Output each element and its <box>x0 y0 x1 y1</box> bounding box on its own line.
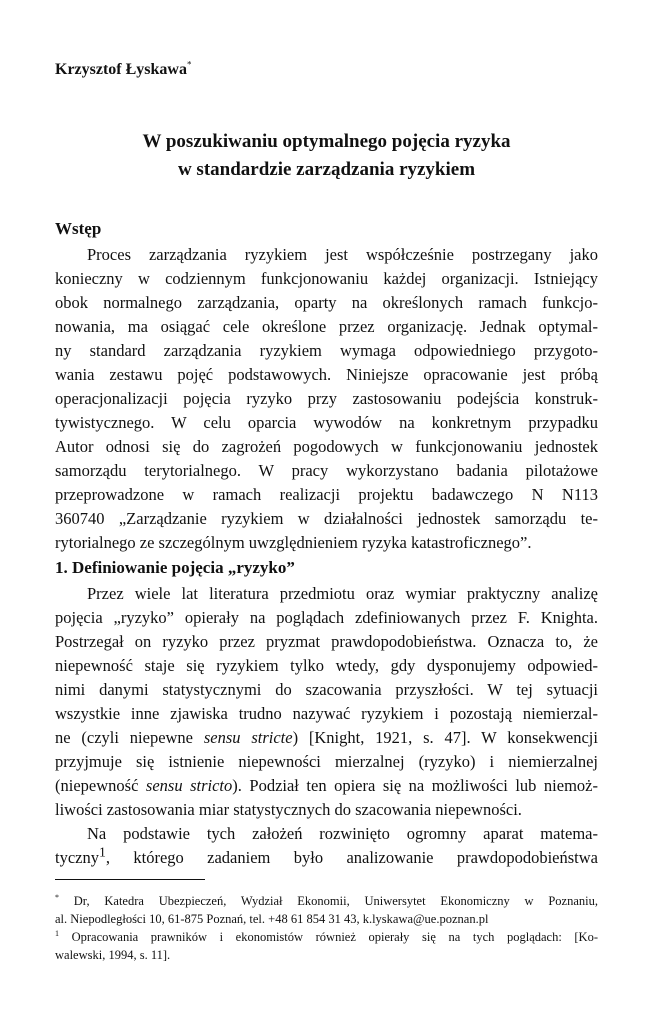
footnote-line: al. Niepodległości 10, 61-875 Poznań, tel. +48 61 854 31 43, k.lyskawa@ue.poznan.pl <box>55 912 489 926</box>
section-1-paragraph-2 <box>55 822 598 870</box>
text-line: Przez wiele lat literatura przedmiotu oraz wymiar praktyczny analizę <box>87 584 598 603</box>
text-line: przyjmuje się istnienie niepewności mierzalnej (ryzyko) i niemierzalnej <box>55 752 598 771</box>
footnote-line: $^1$ Opracowania prawników i ekonomistów również opierały się na tych poglądach: [Ko- <box>55 928 598 944</box>
intro-heading: Wstęp <box>55 219 102 238</box>
footnote-line: * Dr, Katedra Ubezpieczeń, Wydział Ekonomii, Uniwersytet Ekonomiczny w Poznaniu, <box>55 892 598 908</box>
title-line-2: w standardzie zarządzania ryzykiem <box>177 159 476 180</box>
latin-term: sensu stricto <box>145 776 233 795</box>
footnote-author <box>55 892 598 928</box>
text-line: wania zestawu pojęć podstawowych. Niniejsze opracowanie jest próbą <box>55 365 598 384</box>
text-line: konieczny w codziennym funkcjonowaniu każdej organizacji. Istniejący <box>55 269 598 288</box>
author-footnote-mark: * <box>186 59 192 70</box>
text-line: Postrzegał on ryzyko przez pryzmat prawdopodobieństwa. Oznacza to, że <box>55 632 598 651</box>
intro-paragraph <box>55 243 598 555</box>
text-line: tywistycznego. W celu oparcia wywodów na konkretnym przypadku <box>55 413 598 432</box>
footnote-1 <box>55 928 598 964</box>
footnote-line: walewski, 1994, s. 11]. <box>55 948 171 962</box>
text-line: Autor odnosi się do zagrożeń pogodowych w funkcjonowaniu jednostek <box>55 437 598 456</box>
section-1-heading: 1. Definiowanie pojęcia „ryzyko” <box>55 558 295 577</box>
section-1-paragraph-1 <box>55 582 598 822</box>
latin-term: sensu stricte <box>203 728 293 747</box>
text-line: niepewność staje się ryzykiem tylko wtedy, gdy dysponujemy odpowied- <box>55 656 598 675</box>
text-line: pojęcia „ryzyko” opierały na poglądach zdefiniowanych przez F. Knighta. <box>55 608 598 627</box>
text-line: nimi danymi statystycznymi do szacowania przyszłości. W tej sytuacji <box>55 680 598 699</box>
text-line: Na podstawie tych założeń rozwinięto ogromny aparat matema- <box>87 824 598 843</box>
text-line: nowania, ma osiągać cele określone przez organizację. Jednak optymal- <box>55 317 598 336</box>
text-line: tyczny$^1$, którego zadaniem było analizowanie prawdopodobieństwa <box>55 844 598 867</box>
footnote-reference: 1 <box>98 844 106 860</box>
text-line: obok normalnego zarządzania, oparty na określonych ramach funkcjo- <box>55 293 598 312</box>
text-line: 360740 „Zarządzanie ryzykiem w działalności jednostek samorządu te- <box>55 509 598 528</box>
text-line: Proces zarządzania ryzykiem jest współcześnie postrzegany jako <box>87 245 598 264</box>
text-line: samorządu terytorialnego. W pracy wykorzystano badania pilotażowe <box>55 461 598 480</box>
title-line-1: W poszukiwaniu optymalnego pojęcia ryzyka <box>142 131 511 152</box>
article-title <box>55 128 598 184</box>
text-line: ne (czyli niepewne sensu stricte) [Knight, 1921, s. 47]. W konsekwencji <box>55 728 598 747</box>
text-line: liwości zastosowania miar statystycznych do szacowania niepewności. <box>55 800 522 819</box>
text-line: wszystkie inne zjawiska trudno nazywać ryzykiem i pozostają niemierzal- <box>55 704 598 723</box>
text-line: operacjonalizacji pojęcia ryzyko przy zastosowaniu podejścia konstruk- <box>55 389 598 408</box>
text-line: ny standard zarządzania ryzykiem wymaga odpowiedniego przygoto- <box>55 341 598 360</box>
text-line: przeprowadzone w ramach realizacji projektu badawczego N N113 <box>55 485 598 504</box>
footnote-separator <box>55 879 205 880</box>
text-line: rytorialnego ze szczególnym uwzględnieniem ryzyka katastroficznego”. <box>55 533 532 552</box>
text-line: (niepewność sensu stricto). Podział ten opiera się na możliwości lub niemoż- <box>55 776 598 795</box>
author-name: Krzysztof Łyskawa* <box>55 59 192 78</box>
